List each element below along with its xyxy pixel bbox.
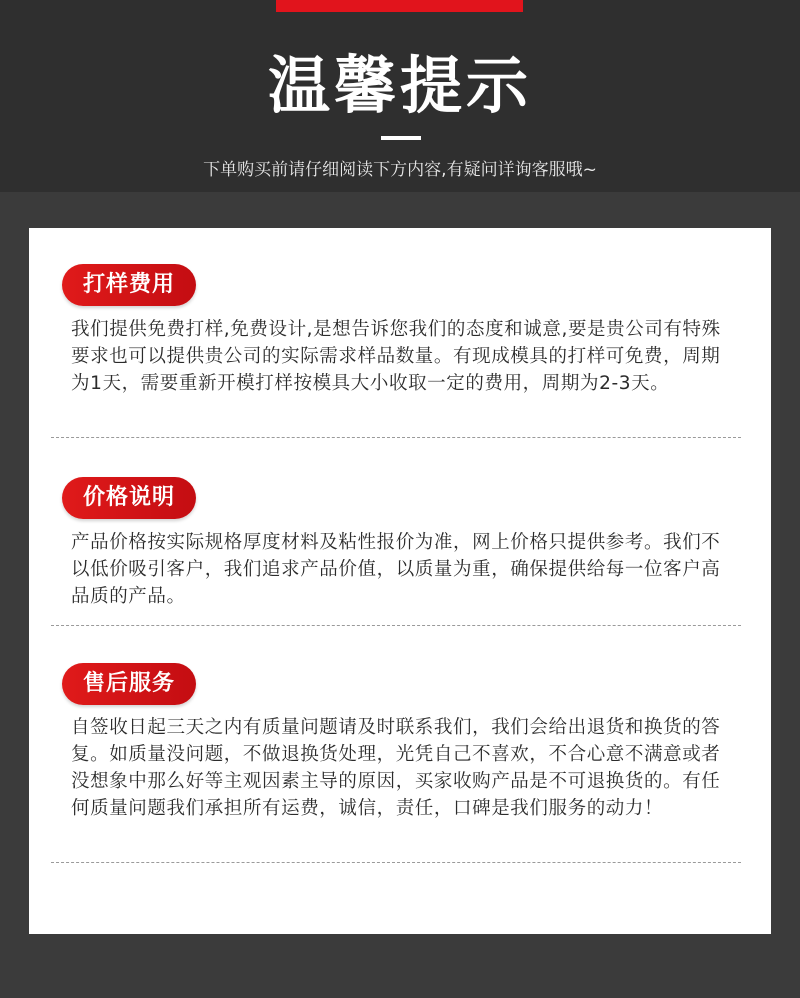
section-text-sample-fee: 我们提供免费打样,免费设计,是想告诉您我们的态度和诚意,要是贵公司有特殊要求也可以提供贵公司的实际需求样品数量。有现成模具的打样可免费，周期为1天，需要重新开模打样按模具大小收取一定的费用，周期为2-3天。 — [71, 319, 721, 394]
dashed-divider — [51, 437, 741, 438]
page-subtitle: 下单购买前请仔细阅读下方内容,有疑问详询客服哦~ — [203, 160, 597, 180]
section-text-after-sales: 自签收日起三天之内有质量问题请及时联系我们，我们会给出退货和换货的答复。如质量没问题，不做退换货处理，光凭自己不喜欢，不合心意不满意或者没想象中那么好等主观因素主导的原因，买家收购产品是不可退换货的。有任何质量问题我们承担所有运费，诚信，责任，口碑是我们服务的动力！ — [71, 717, 721, 819]
section-tag-after-sales: 售后服务 — [62, 663, 196, 705]
top-accent-bar — [276, 0, 523, 12]
section-tag-sample-fee: 打样费用 — [62, 264, 196, 306]
title-underline — [381, 136, 421, 140]
page-title: 温馨提示 — [267, 49, 532, 122]
dashed-divider — [51, 625, 741, 626]
dashed-divider — [51, 862, 741, 863]
header — [0, 0, 800, 192]
section-tag-price-note: 价格说明 — [62, 477, 196, 519]
notice-card — [29, 228, 771, 934]
section-text-price-note: 产品价格按实际规格厚度材料及粘性报价为准，网上价格只提供参考。我们不以低价吸引客户，我们追求产品价值，以质量为重，确保提供给每一位客户高品质的产品。 — [71, 532, 721, 607]
